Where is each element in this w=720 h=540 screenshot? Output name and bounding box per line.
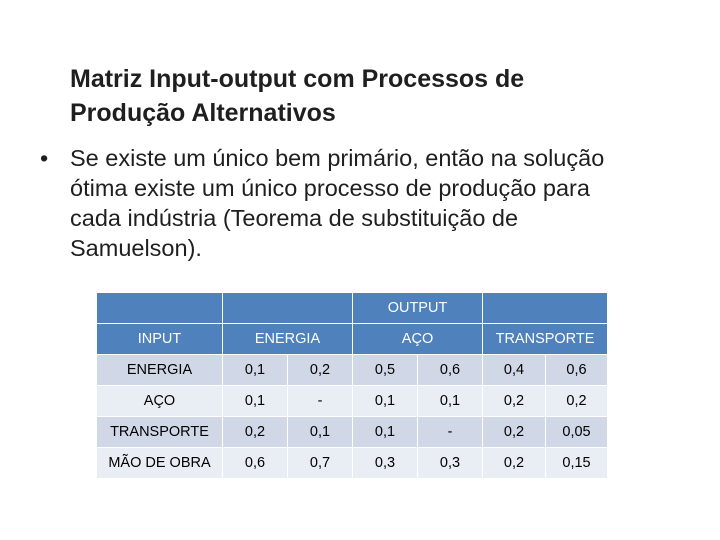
table-cell: 0,15: [546, 448, 608, 479]
table-cell: 0,05: [546, 417, 608, 448]
table-cell: 0,6: [223, 448, 288, 479]
table-cell: 0,2: [483, 386, 546, 417]
row-label: TRANSPORTE: [97, 417, 223, 448]
table-cell: 0,1: [353, 386, 418, 417]
table-cell: -: [288, 386, 353, 417]
bullet-line-3: cada indústria (Teorema de substituição de: [70, 205, 519, 231]
table-row: [97, 386, 608, 417]
table-cell: 0,6: [418, 355, 483, 386]
header-cell-output: OUTPUT: [353, 293, 483, 324]
table-cell: 0,1: [223, 386, 288, 417]
row-label: MÃO DE OBRA: [97, 448, 223, 479]
table-cell: 0,4: [483, 355, 546, 386]
slide-title: [70, 62, 690, 130]
header-cell-blank: [483, 293, 608, 324]
bullet-line-1: Se existe um único bem primário, então na solução: [70, 145, 605, 171]
table-cell: 0,6: [546, 355, 608, 386]
bullet-line-2: ótima existe um único processo de produção para: [70, 175, 590, 201]
row-label: ENERGIA: [97, 355, 223, 386]
table-cell: -: [418, 417, 483, 448]
table-cell: 0,3: [418, 448, 483, 479]
table-cell: 0,3: [353, 448, 418, 479]
header-cell-transporte: TRANSPORTE: [483, 324, 608, 355]
header-cell-aco: AÇO: [353, 324, 483, 355]
table-cell: 0,7: [288, 448, 353, 479]
bullet-line-4: Samuelson).: [70, 235, 202, 261]
input-output-matrix: [96, 292, 608, 479]
slide-title-line-2: Produção Alternativos: [70, 99, 336, 127]
table-cell: 0,1: [418, 386, 483, 417]
table-cell: 0,1: [353, 417, 418, 448]
table-cell: 0,2: [483, 417, 546, 448]
slide-title-line-1: Matriz Input-output com Processos de: [70, 65, 525, 93]
row-label: AÇO: [97, 386, 223, 417]
table-cell: 0,2: [223, 417, 288, 448]
header-cell-blank: [97, 293, 223, 324]
bullet-text: [70, 143, 680, 263]
table-row: [97, 448, 608, 479]
table-cell: 0,2: [483, 448, 546, 479]
table-header-row-groups: [97, 324, 608, 355]
table-row: [97, 417, 608, 448]
table-cell: 0,5: [353, 355, 418, 386]
table-header-row-top: [97, 293, 608, 324]
table-cell: 0,1: [288, 417, 353, 448]
table-cell: 0,2: [288, 355, 353, 386]
table-cell: 0,2: [546, 386, 608, 417]
header-cell-blank: [223, 293, 353, 324]
table-cell: 0,1: [223, 355, 288, 386]
table-row: [97, 355, 608, 386]
header-cell-input: INPUT: [97, 324, 223, 355]
bullet-point: [40, 143, 680, 263]
bullet-dot-icon: •: [40, 145, 49, 171]
header-cell-energia: ENERGIA: [223, 324, 353, 355]
